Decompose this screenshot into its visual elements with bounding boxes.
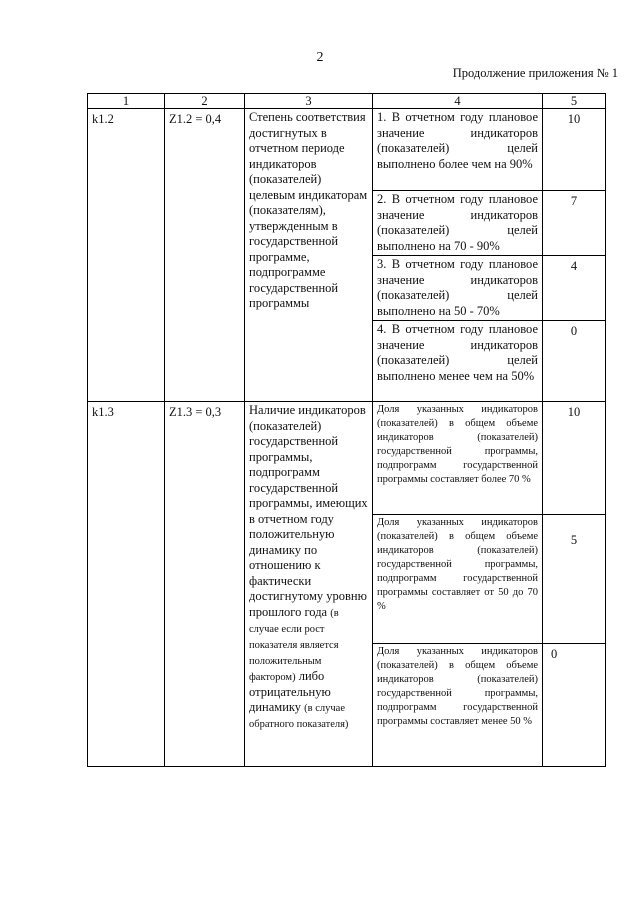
indicator-weight: Z1.2 = 0,4 [165,109,245,402]
criterion-text: Наличие индикаторов (показателей) государственной программы, подпрограмм государственной программы, имеющих в отчетном году положительную динамику по отношению к фактически достигнутому уровню прошлого года [249,403,368,619]
table-row [88,109,606,191]
score: 7 [543,191,606,256]
header-cell: 1 [88,94,165,109]
header-cell: 4 [373,94,543,109]
criterion-text: Степень соответствия достигнутых в отчетном периоде индикаторов (показателей) целевым индикаторам (показателям), утвержденным в государственной программе, подпрограмме государственной программы [245,109,373,402]
condition-text: Доля указанных индикаторов (показателей) в общем объеме индикаторов (показателей) государственной программы, подпрограмм государственной программы составляет менее 50 % [373,644,543,767]
indicator-code: k1.2 [88,109,165,402]
header-cell: 2 [165,94,245,109]
continuation-note: Продолжение приложения № 1 [452,66,618,80]
score: 0 [543,321,606,402]
header-row [88,94,606,109]
criterion-note-2: (в случае обратного показателя) [249,703,349,730]
condition-text: Доля указанных индикаторов (показателей) в общем объеме индикаторов (показателей) государственной программы, подпрограмм государственной программы составляет более 70 % [373,402,543,515]
criterion-note: (в случае если рост показателя является положительным фактором) [249,607,339,683]
header-cell: 3 [245,94,373,109]
condition-text: 1. В отчетном году плановое значение индикаторов (показателей) целей выполнено более чем на 90% [373,109,543,191]
score: 0 [543,644,606,767]
indicator-code: k1.3 [88,402,165,767]
indicator-weight: Z1.3 = 0,3 [165,402,245,767]
criterion-cell [245,402,373,767]
score: 10 [543,109,606,191]
condition-text: 2. В отчетном году плановое значение индикаторов (показателей) целей выполнено на 70 - 90% [373,191,543,256]
score: 10 [543,402,606,515]
criteria-table [87,93,606,767]
condition-text: Доля указанных индикаторов (показателей) в общем объеме индикаторов (показателей) государственной программы, подпрограмм государственной программы составляет от 50 до 70 % [373,515,543,644]
score: 5 [543,515,606,644]
condition-text: 3. В отчетном году плановое значение индикаторов (показателей) целей выполнено на 50 - 70% [373,256,543,321]
condition-text: 4. В отчетном году плановое значение индикаторов (показателей) целей выполнено менее чем на 50% [373,321,543,402]
table-row [88,402,606,515]
score: 4 [543,256,606,321]
criterion-tail: либо отрицательную динамику [249,668,331,714]
page-number: 2 [316,50,324,65]
header-cell: 5 [543,94,606,109]
